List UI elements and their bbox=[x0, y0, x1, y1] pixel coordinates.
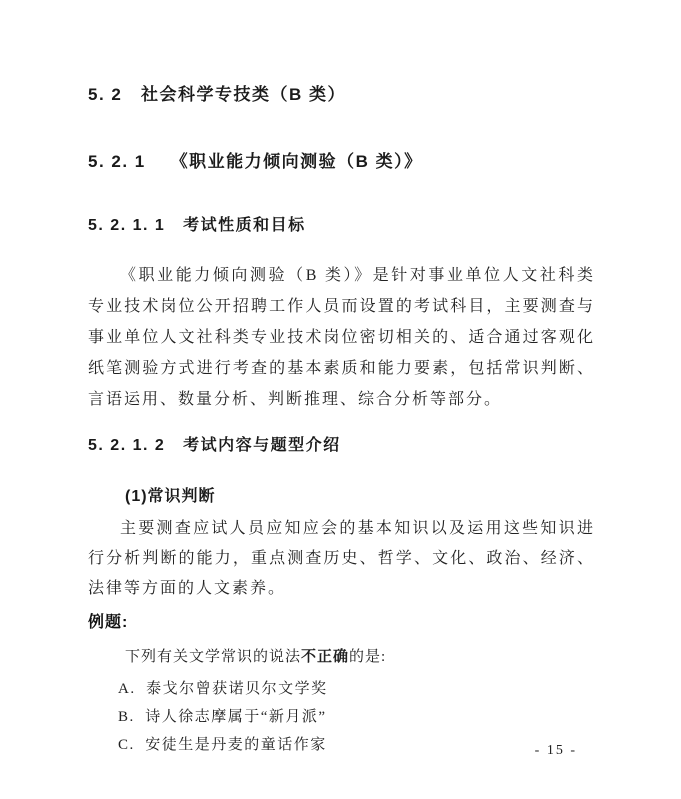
option-list bbox=[88, 675, 595, 759]
subsection-common-knowledge: (1)常识判断 bbox=[125, 487, 216, 505]
question-suffix: 的是: bbox=[349, 648, 387, 665]
option-c: C. 安徒生是丹麦的童话作家 bbox=[118, 736, 327, 753]
page-content bbox=[88, 0, 595, 759]
question-bold-emphasis: 不正确 bbox=[301, 647, 350, 665]
paragraph-common-knowledge-desc: 主要测查应试人员应知应会的基本知识以及运用这些知识进行分析判断的能力，重点测查历史、哲学、文化、政治、经济、法律等方面的人文素养。 bbox=[88, 520, 595, 598]
section-heading-5-2-1-1: 5. 2. 1. 1 考试性质和目标 bbox=[88, 217, 306, 235]
example-question bbox=[88, 646, 595, 668]
option-a: A. 泰戈尔曾获诺贝尔文学奖 bbox=[118, 680, 328, 697]
section-heading-5-2-1: 5. 2. 1 《职业能力倾向测验（B 类）》 bbox=[88, 151, 423, 171]
section-heading-5-2: 5. 2 社会科学专技类（B 类） bbox=[88, 85, 347, 104]
example-label: 例题: bbox=[88, 614, 129, 632]
page-number: - 15 - bbox=[534, 743, 577, 758]
question-prefix: 下列有关文学常识的说法 bbox=[125, 648, 302, 665]
paragraph-exam-nature: 《职业能力倾向测验（B 类）》是针对事业单位人文社科类专业技术岗位公开招聘工作人员而设置的考试科目，主要测查与事业单位人文社科类专业技术岗位密切相关的、适合通过客观化纸笔测验方式进行考查的基本素质和能力要素，包括常识判断、言语运用、数量分析、判断推理、综合分析等部分。 bbox=[88, 266, 595, 408]
section-heading-5-2-1-2: 5. 2. 1. 2 考试内容与题型介绍 bbox=[88, 436, 341, 454]
option-b: B. 诗人徐志摩属于“新月派” bbox=[118, 708, 327, 725]
